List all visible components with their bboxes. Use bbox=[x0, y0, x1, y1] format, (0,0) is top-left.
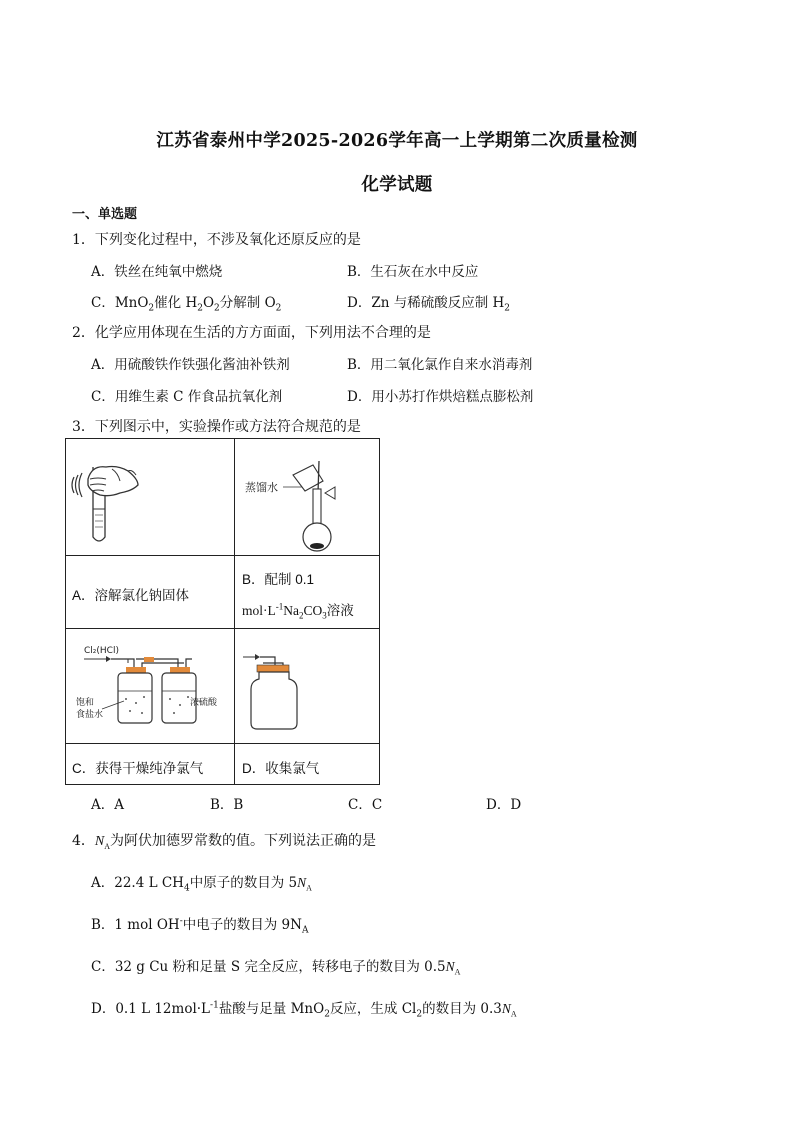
page-title: 江苏省泰州中学2025-2026学年高一上学期第二次质量检测 bbox=[156, 131, 638, 151]
table-divider bbox=[66, 743, 379, 744]
question-1-option-c: C．MnO$_2$催化 $H_2O_2$分解制 $O_2$ bbox=[91, 295, 282, 314]
cell-b-caption-line1: B．配制 0.1 bbox=[242, 572, 315, 587]
question-4-stem: 4．$N_A$为阿伏加德罗常数的值。下列说法正确的是 bbox=[72, 833, 377, 851]
question-3-option-a: A．A bbox=[91, 797, 124, 813]
section-heading: 一、单选题 bbox=[72, 207, 138, 222]
question-1-option-a: A．铁丝在纯氧中燃烧 bbox=[91, 264, 223, 280]
volumetric-flask-illustration bbox=[235, 439, 381, 555]
page-subtitle: 化学试题 bbox=[361, 175, 433, 195]
question-1-stem: 1．下列变化过程中，不涉及氧化还原反应的是 bbox=[72, 232, 361, 248]
question-2-option-b: B．用二氧化氯作自来水消毒剂 bbox=[347, 357, 533, 373]
question-4-option-c: C．32 g Cu 粉和足量 S 完全反应，转移电子的数目为 $0.5N_A$ bbox=[91, 959, 461, 977]
question-2-stem: 2．化学应用体现在生活的方方面面，下列用法不合理的是 bbox=[72, 325, 431, 341]
cell-d-caption: D．收集氯气 bbox=[242, 761, 320, 776]
question-4-option-d: D．0.1 L $12mol\cdot L^{-1}$盐酸与足量 MnO$_2$反应，生成 $Cl_2$的数目为 $0.3N_A$ bbox=[91, 1000, 517, 1020]
conc-sulfuric-acid-label: 浓硫酸 bbox=[190, 698, 218, 708]
question-1-option-d: D．Zn 与稀硫酸反应制 $H_2$ bbox=[347, 295, 510, 314]
question-4-option-a: A．22.4 L $CH_4$中原子的数目为 $5N_A$ bbox=[91, 875, 312, 894]
cell-c-caption: C．获得干燥纯净氯气 bbox=[72, 761, 204, 776]
question-3-option-d: D．D bbox=[486, 797, 522, 813]
brine-label-line2: 食盐水 bbox=[76, 710, 104, 720]
distilled-water-label: 蒸馏水 bbox=[245, 481, 278, 494]
question-2-option-c: C．用维生素 C 作食品抗氧化剂 bbox=[91, 389, 283, 405]
table-divider bbox=[66, 555, 379, 556]
cl2-hcl-label: Cl₂(HCl) bbox=[84, 646, 119, 656]
gas-washing-bottles-illustration bbox=[66, 629, 234, 743]
question-3-option-c: C．C bbox=[348, 797, 383, 813]
question-4-option-b: B．1 mol OH-中电子的数目为 $9N_A$ bbox=[91, 916, 309, 936]
question-3-option-b: B．B bbox=[210, 797, 244, 813]
brine-label-line1: 饱和 bbox=[76, 698, 95, 708]
shaking-test-tube-illustration bbox=[66, 439, 234, 555]
cell-a-caption: A．溶解氯化钠固体 bbox=[72, 588, 190, 603]
gas-collection-bottle-illustration bbox=[235, 629, 381, 743]
question-2-option-d: D．用小苏打作烘焙糕点膨松剂 bbox=[347, 389, 534, 405]
cell-b-caption-line2: $mol\cdot L^{-1}Na_2CO_3$溶液 bbox=[242, 601, 354, 621]
question-3-figure-table bbox=[65, 438, 380, 785]
question-1-option-b: B．生石灰在水中反应 bbox=[347, 264, 479, 280]
question-3-stem: 3．下列图示中，实验操作或方法符合规范的是 bbox=[72, 419, 361, 435]
question-2-option-a: A．用硫酸铁作铁强化酱油补铁剂 bbox=[91, 357, 290, 373]
